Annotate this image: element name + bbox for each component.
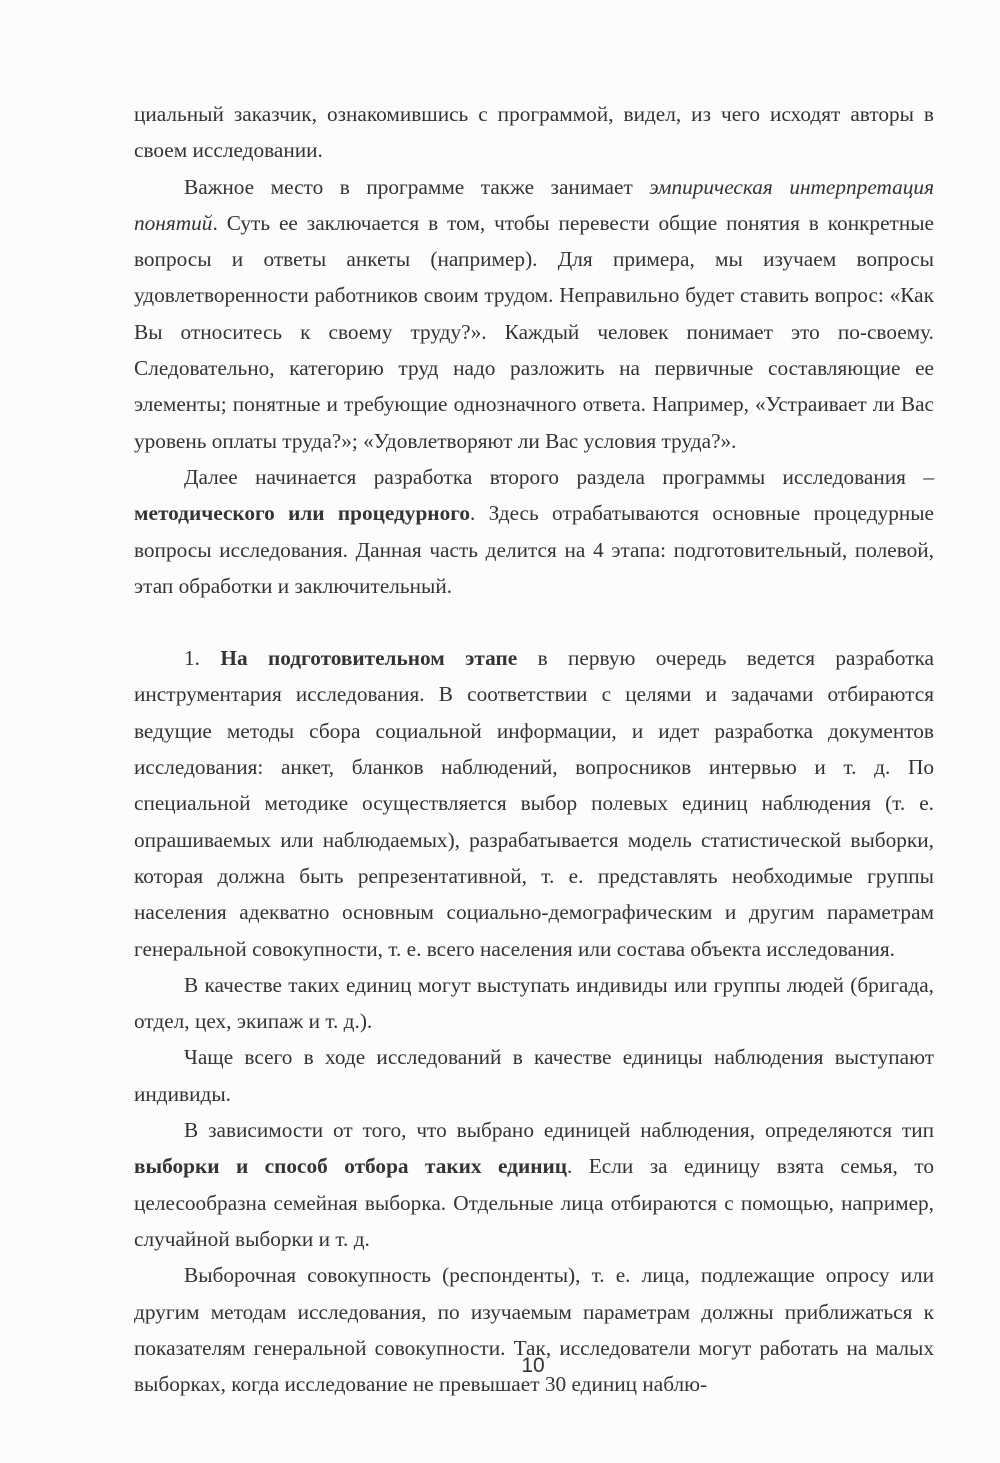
text-run: . Здесь отрабатываются основные процедурные вопросы исследования. Данная часть делится на 4 этапа: подготовительный, полевой, этап обработки и заключительный. xyxy=(134,501,935,598)
text-run: в первую очередь ведется разработка инструментария исследования. В соответствии с целями и задачами отбираются ведущие методы сбора социальной информации, и идет разработка документов исследования: анкет, бланков наблюдений, вопросников интервью и т. д. По специальной методике осуществляется выбор полевых единиц наблюдения (т. е. опрашиваемых или наблюдаемых), разрабатывается модель статистической выборки, которая должна быть репрезентативной, т. е. представлять необходимые группы населения адекватно основным социально-демографическим и другим параметрам генеральной совокупности, т. е. всего населения или состава объекта исследования. xyxy=(134,646,935,961)
text-run: Выборочная совокупность (респонденты), т. е. лица, подлежащие опросу или другим методам исследования, по изучаемым параметрам должны приближаться к показателям генеральной совокупности. Так, исследователи могут работать на малых выборках, когда исследование не превышает 30 единиц наблю- xyxy=(134,1263,934,1397)
bold-term: методического или процедурного xyxy=(134,501,471,526)
bold-term: На подготовительном этапе xyxy=(220,646,518,671)
paragraph-empirical-interpretation xyxy=(134,169,934,459)
paragraph-individuals xyxy=(134,1039,934,1112)
text-run: . Суть ее заключается в том, чтобы перевести общие понятия в конкретные вопросы и ответы анкеты (например). Для примера, мы изучаем вопросы удовлетворенности работников своим трудом. Неправильно будет ставить вопрос: «Как Вы относитесь к своему труду?». Каждый человек понимает это по-своему. Следовательно, категорию труд надо разложить на первичные составляющие ее элементы; понятные и требующие однозначного ответа. Например, «Устраивает ли Вас уровень оплаты труда?»; «Удовлетворяют ли Вас условия труда?». xyxy=(134,210,934,453)
paragraph-sample-population xyxy=(134,1257,934,1402)
emphasis-term: эмпирическая интерпретация понятий xyxy=(134,174,934,235)
text-run: В зависимости от того, что выбрано единицей наблюдения, определяются тип xyxy=(184,1118,934,1143)
paragraph-methodical-section xyxy=(134,459,934,604)
paragraph-continuation xyxy=(134,96,934,169)
text-run: . Если за единицу взята семья, то целесообразна семейная выборка. Отдельные лица отбираются с помощью, например, случайной выборки и т. д. xyxy=(134,1154,934,1251)
paragraph-units-groups xyxy=(134,967,934,1040)
bold-term: выборки и способ отбора таких единиц xyxy=(134,1154,568,1179)
page-number: 10 xyxy=(521,1354,545,1377)
text-run: В качестве таких единиц могут выступать индивиды или группы людей (бригада, отдел, цех, экипаж и т. д.). xyxy=(134,972,934,1034)
paragraph-sample-type xyxy=(134,1112,934,1257)
text-run: Важное место в программе также занимает xyxy=(184,174,650,199)
body-text xyxy=(134,96,934,1402)
paragraph-preparatory-stage xyxy=(134,640,934,967)
text-run: циальный заказчик, ознакомившись с программой, видел, из чего исходят авторы в своем исследовании. xyxy=(134,102,934,163)
list-number: 1. xyxy=(184,646,221,671)
text-run: Далее начинается разработка второго раздела программы исследования – xyxy=(184,464,934,489)
text-run: Чаще всего в ходе исследований в качестве единицы наблюдения выступают индивиды. xyxy=(134,1045,934,1106)
